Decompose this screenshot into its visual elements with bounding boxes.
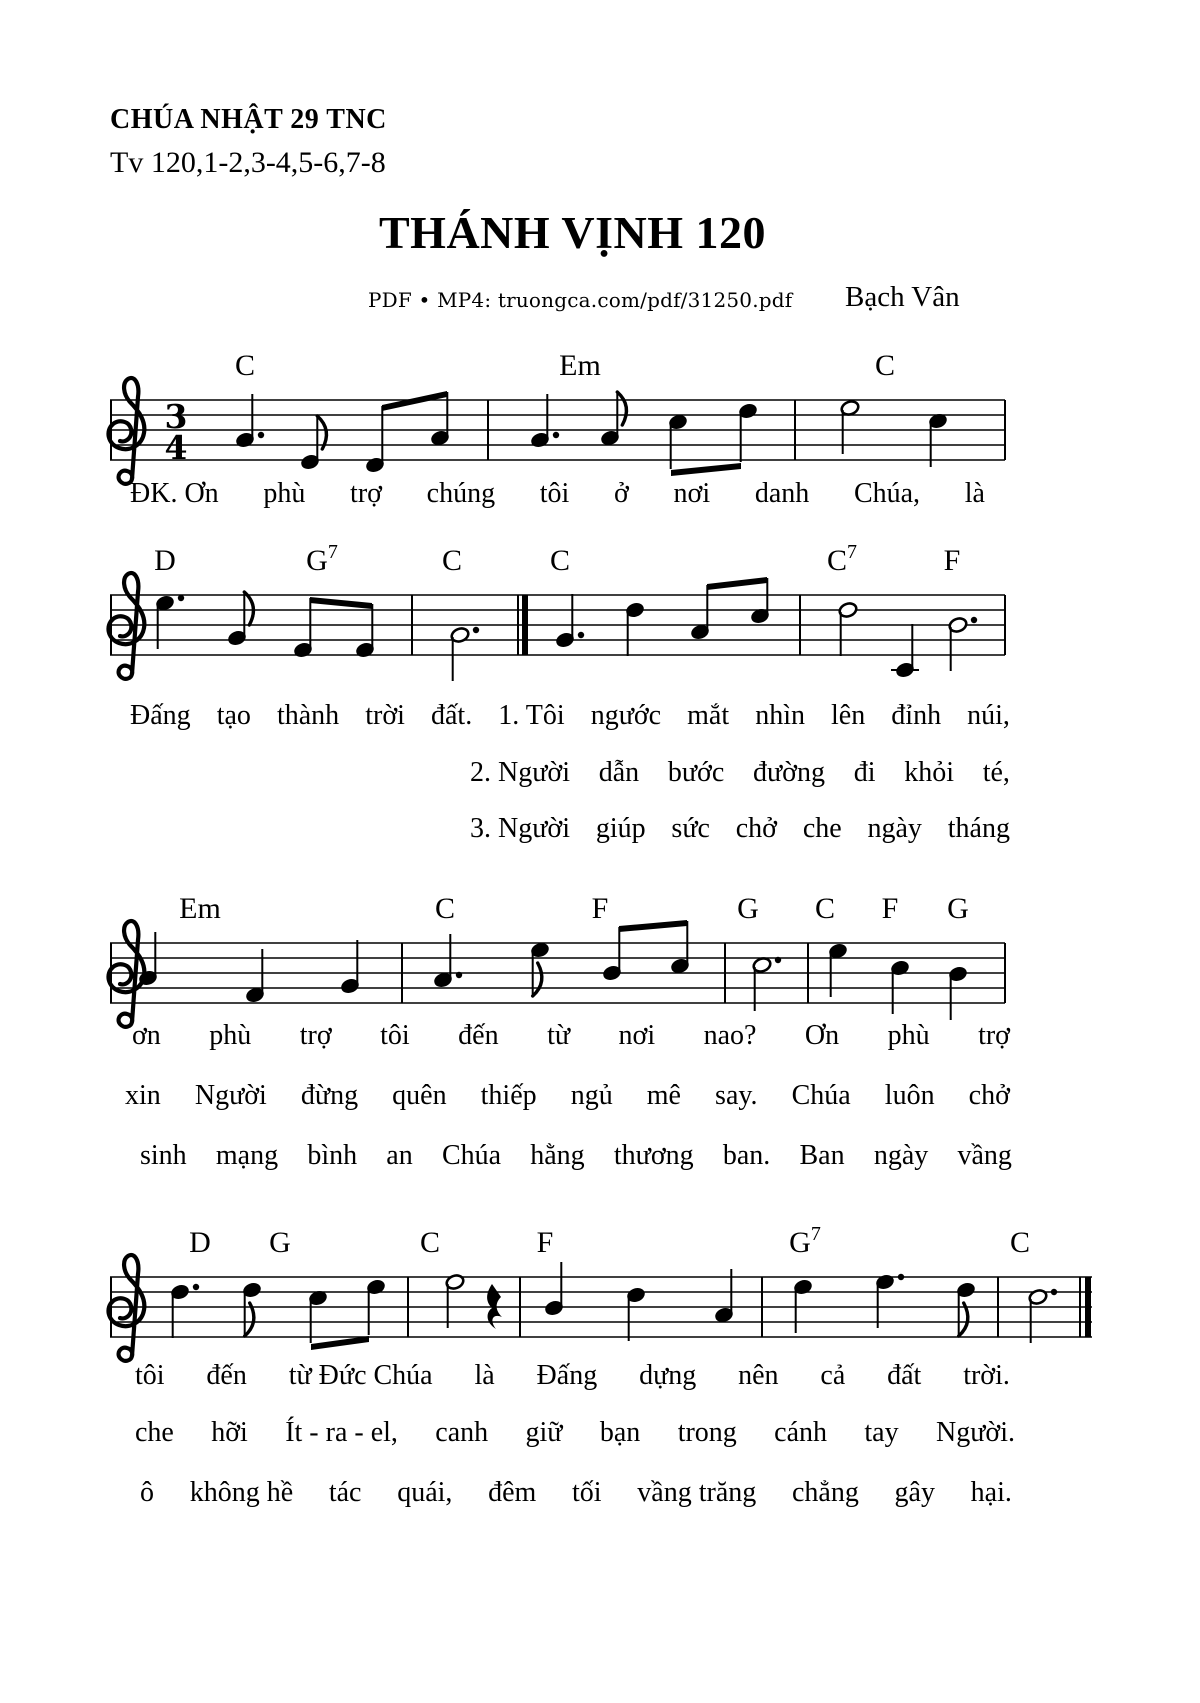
lyric-word: danh (754, 478, 810, 509)
note (602, 927, 622, 982)
lyric-word: chúng (426, 478, 496, 509)
chord-symbol: C (419, 1226, 441, 1259)
chord-symbol: $C^7$ (826, 541, 858, 577)
lyric-line (140, 1477, 1012, 1509)
chord-symbol: G (947, 892, 969, 925)
lyric-word: 2. Người (470, 757, 570, 788)
lyric-word: phù (263, 478, 306, 509)
lyric-word: xin (125, 1080, 161, 1111)
lyric-word: khỏi (904, 757, 954, 788)
lyric-word: lên (831, 700, 866, 731)
lyric-word: tôi (539, 478, 570, 509)
time-signature-numerator: 3 (164, 397, 188, 436)
note (626, 1286, 646, 1341)
lyric-word: mê (646, 1080, 681, 1111)
chord-symbol: D (189, 1226, 211, 1259)
lyric-word: mắt (687, 700, 730, 731)
header-sunday-label: CHÚA NHẬT 29 TNC (110, 104, 387, 135)
lyric-line (140, 1140, 1012, 1172)
lyric-word: ĐK. Ơn (130, 478, 219, 509)
chord-symbol: C (234, 349, 256, 382)
note (340, 940, 360, 995)
note (355, 604, 375, 659)
lyric-word: đỉnh (891, 700, 942, 731)
lyric-word: tôi (135, 1360, 165, 1391)
lyric-word: gây (894, 1477, 935, 1508)
time-signature-denominator: 4 (164, 428, 188, 467)
lyric-word: canh (435, 1417, 489, 1448)
lyric-word: trợ (299, 1020, 332, 1051)
lyric-word: Chúa, (853, 478, 921, 509)
lyric-word: Người (194, 1080, 267, 1111)
lyric-word: chở (968, 1080, 1010, 1111)
lyric-word: tối (572, 1477, 602, 1508)
lyric-word: che (802, 813, 842, 844)
lyric-line (135, 1360, 1010, 1392)
note (308, 1289, 328, 1343)
lyric-word: Chúa (441, 1140, 502, 1171)
chord-symbol: G (737, 892, 759, 925)
lyric-word: ở (614, 478, 629, 509)
lyric-word: Chúa (791, 1080, 851, 1111)
chord-symbol: F (943, 544, 961, 577)
chord-symbol: C (441, 544, 463, 577)
note (738, 402, 758, 462)
header-psalm-verses: Tv 120,1-2,3-4,5-6,7-8 (110, 146, 386, 179)
lyric-word: nhìn (755, 700, 805, 731)
lyric-word: núi, (967, 700, 1010, 731)
lyric-word: nao? (703, 1020, 757, 1051)
chord-symbol: $G^7$ (306, 541, 338, 577)
lyric-word: nên (738, 1360, 779, 1391)
lyric-word: ban. (722, 1140, 771, 1171)
lyric-word: tay (864, 1417, 899, 1448)
lyric-word: nơi (673, 478, 711, 509)
note (890, 959, 910, 1014)
lyric-word: phù (209, 1020, 252, 1051)
lyric-word: bước (667, 757, 725, 788)
treble-clef-icon (108, 573, 144, 679)
lyric-word: trời. (963, 1360, 1010, 1391)
note (300, 416, 327, 471)
lyric-word: là (964, 478, 985, 509)
lyric-word: đêm (488, 1477, 537, 1508)
lyric-word: hằng (530, 1140, 585, 1171)
lyric-word: phù (887, 1020, 930, 1051)
lyric-word: đừng (300, 1080, 359, 1111)
lyric-word: tác (328, 1477, 362, 1508)
lyric-word: chở (735, 813, 777, 844)
lyric-word: hỡi (211, 1417, 248, 1448)
lyric-word: tháng (947, 813, 1010, 844)
lyric-word: Ít - ra - el, (285, 1417, 398, 1448)
note (690, 585, 710, 641)
lyric-word: Ơn (804, 1020, 840, 1051)
chord-symbol: Em (179, 892, 221, 925)
note (750, 578, 770, 625)
lyric-word: nơi (618, 1020, 656, 1051)
chord-symbol: C (814, 892, 836, 925)
lyric-word: Người. (936, 1417, 1015, 1448)
composer-name: Bạch Vân (845, 281, 960, 313)
chord-symbol: D (154, 544, 176, 577)
lyric-word: đường (753, 757, 825, 788)
lyric-word: Đấng (536, 1360, 598, 1391)
lyric-word: dựng (639, 1360, 697, 1391)
treble-clef-icon (108, 1255, 144, 1361)
pdf-mp4-link-text: PDF • MP4: truongca.com/pdf/31250.pdf (368, 288, 793, 312)
note (895, 624, 915, 679)
lyric-word: ngủ (570, 1080, 613, 1111)
lyric-word: sức (671, 813, 710, 844)
note (544, 1262, 564, 1317)
lyric-word: tôi (380, 1020, 410, 1051)
lyric-word: bình (307, 1140, 358, 1171)
lyric-word: cánh (774, 1417, 828, 1448)
chord-symbol: C (549, 544, 571, 577)
lyric-word: ngước (590, 700, 662, 731)
lyric-word: Đấng (130, 700, 191, 731)
lyric-word: cả (820, 1360, 846, 1391)
chord-symbol: $G^7$ (789, 1223, 821, 1259)
lyric-word: không hề (189, 1477, 294, 1508)
lyric-word: sinh (140, 1140, 187, 1171)
note (450, 626, 479, 681)
note (365, 406, 385, 474)
lyric-word: ô (140, 1477, 154, 1508)
lyric-word: trong (677, 1417, 737, 1448)
lyric-word: thành (276, 700, 340, 731)
lyric-word: đất (887, 1360, 922, 1391)
lyric-word: trợ (978, 1020, 1010, 1051)
lyric-word: che (135, 1417, 174, 1448)
lyric-line (125, 1080, 1010, 1112)
chord-symbol: F (881, 892, 899, 925)
chord-symbol: F (591, 892, 609, 925)
lyric-word: đến (458, 1020, 499, 1051)
lyric-word: mạng (215, 1140, 279, 1171)
lyric-word: ngày (873, 1140, 929, 1171)
lyric-word: đến (206, 1360, 247, 1391)
note (670, 921, 690, 975)
note (838, 601, 858, 656)
lyric-word: đất. (430, 700, 473, 731)
lyric-word: quái, (397, 1477, 453, 1508)
note (1028, 1288, 1057, 1343)
lyric-word: Ban (799, 1140, 845, 1171)
lyric-line (470, 813, 1010, 845)
lyric-word: thiếp (480, 1080, 537, 1111)
chord-symbol: G (269, 1226, 291, 1259)
lyric-word: là (474, 1360, 495, 1391)
chord-symbol: F (536, 1226, 554, 1259)
lyric-word: 3. Người (470, 813, 570, 844)
note (293, 598, 313, 659)
lyric-word: vầng trăng (637, 1477, 757, 1508)
lyric-word: trời (365, 700, 405, 731)
note (875, 1273, 904, 1328)
lyric-word: say. (715, 1080, 758, 1111)
lyric-word: ơn (132, 1020, 161, 1051)
lyric-word: hại. (970, 1477, 1012, 1508)
lyric-line (470, 757, 1010, 789)
note (956, 1281, 976, 1336)
note (625, 601, 645, 656)
lyric-word: té, (982, 757, 1010, 788)
lyric-word: luôn (884, 1080, 935, 1111)
chord-symbol: C (874, 349, 896, 382)
note (793, 1278, 813, 1333)
lyric-word: trợ (350, 478, 382, 509)
lyric-word: ngày (867, 813, 922, 844)
lyric-line (130, 478, 985, 510)
lyric-line (130, 700, 1010, 732)
note (948, 965, 968, 1020)
note (242, 1281, 262, 1336)
treble-clef-icon (108, 921, 144, 1027)
lyric-word: vầng (957, 1140, 1012, 1171)
chord-symbol: Em (559, 349, 601, 382)
note (928, 412, 948, 467)
note (235, 394, 264, 449)
lyric-word: từ Đức Chúa (288, 1360, 433, 1391)
lyric-word: thương (613, 1140, 694, 1171)
staff-system-2 (0, 540, 1200, 705)
chord-symbol: C (1009, 1226, 1031, 1259)
lyric-word: chẳng (791, 1477, 859, 1508)
lyric-word: dẫn (598, 757, 640, 788)
lyric-word: 1. Tôi (498, 700, 565, 731)
lyric-line (135, 1417, 1015, 1449)
page-title: THÁNH VỊNH 120 (379, 207, 766, 258)
treble-clef-icon (108, 378, 144, 484)
lyric-word: đi (853, 757, 876, 788)
lyric-word: tạo (216, 700, 251, 731)
note (227, 592, 254, 647)
lyric-word: quên (392, 1080, 447, 1111)
chord-symbol: C (434, 892, 456, 925)
lyric-word: giữ (525, 1417, 563, 1448)
lyric-word: an (386, 1140, 413, 1171)
note (445, 1273, 465, 1328)
lyric-word: từ (547, 1020, 571, 1051)
lyric-word: giúp (595, 813, 646, 844)
note (530, 394, 559, 449)
lyric-word: bạn (599, 1417, 641, 1448)
lyric-line (132, 1020, 1010, 1052)
